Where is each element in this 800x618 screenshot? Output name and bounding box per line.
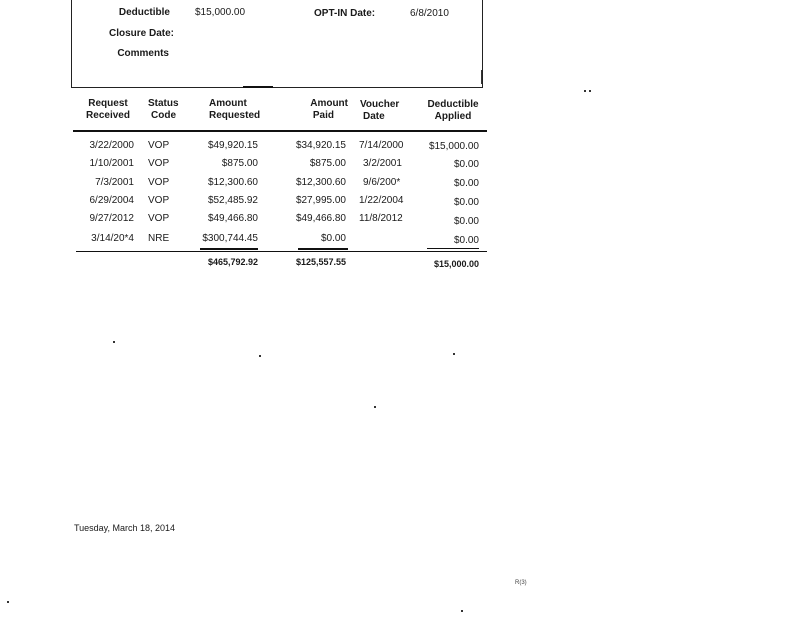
table-cell-paid: $34,920.15 <box>295 140 346 151</box>
optin-date-value: 6/8/2010 <box>410 8 449 19</box>
table-cell-received: 1/10/2001 <box>89 158 134 169</box>
scan-speck <box>259 355 261 357</box>
table-cell-status: NRE <box>148 233 170 244</box>
scan-speck <box>7 601 9 603</box>
table-cell-status: VOP <box>148 158 170 169</box>
table-cell-deductible: $0.00 <box>453 235 479 246</box>
table-cell-received: 7/3/2001 <box>95 177 134 188</box>
closure-date-label: Closure Date: <box>108 28 174 39</box>
table-cell-requested: $49,466.80 <box>207 213 258 224</box>
table-cell-deductible: $0.00 <box>453 216 479 227</box>
table-cell-received: 9/27/2012 <box>89 213 134 224</box>
table-cell-requested: $49,920.15 <box>207 140 258 151</box>
table-cell-status: VOP <box>148 195 170 206</box>
header-amount-requested: Amount Requested <box>209 98 261 121</box>
table-cell-deductible: $0.00 <box>453 178 479 189</box>
totals-rule-right <box>412 251 487 252</box>
table-cell-paid: $0.00 <box>320 233 346 244</box>
scan-speck <box>589 90 591 92</box>
scan-speck <box>481 70 482 84</box>
table-cell-received: 3/14/20*4 <box>91 233 134 244</box>
table-cell-received: 6/29/2004 <box>89 195 134 206</box>
scan-speck <box>453 353 455 355</box>
total-amount-requested: $465,792.92 <box>207 257 258 267</box>
table-cell-paid: $49,466.80 <box>295 213 346 224</box>
header-voucher-date: Voucher Date <box>360 99 400 122</box>
scan-speck <box>461 610 463 612</box>
header-rule <box>73 130 487 132</box>
scan-speck <box>374 406 376 408</box>
table-cell-requested: $875.00 <box>221 158 258 169</box>
table-cell-voucher: 1/22/2004 <box>359 195 404 206</box>
table-cell-voucher: 3/2/2001 <box>363 158 402 169</box>
table-cell-received: 3/22/2000 <box>89 140 134 151</box>
table-cell-paid: $12,300.60 <box>295 177 346 188</box>
table-cell-deductible: $15,000.00 <box>428 141 479 152</box>
table-cell-deductible: $0.00 <box>453 159 479 170</box>
total-amount-paid: $125,557.55 <box>295 257 346 267</box>
comments-label: Comments <box>117 48 169 59</box>
table-cell-paid: $27,995.00 <box>295 195 346 206</box>
scan-speck <box>113 341 115 343</box>
table-cell-status: VOP <box>148 177 170 188</box>
table-cell-requested: $12,300.60 <box>207 177 258 188</box>
optin-date-label: OPT-IN Date: <box>314 8 376 19</box>
table-cell-paid: $875.00 <box>309 158 346 169</box>
box-underline-mark <box>243 86 273 88</box>
deductible-label: Deductible <box>118 7 170 18</box>
deductible-subtotal-rule <box>427 248 479 249</box>
page-mark: R(3) <box>515 580 527 586</box>
report-date: Tuesday, March 18, 2014 <box>74 523 176 533</box>
paid-subtotal-rule <box>298 248 348 250</box>
requested-subtotal-rule <box>200 248 258 250</box>
table-cell-deductible: $0.00 <box>453 197 479 208</box>
scan-speck <box>584 90 586 92</box>
header-request-received: Request Received <box>86 98 130 121</box>
totals-rule <box>76 251 412 252</box>
header-amount-paid: Amount Paid <box>310 98 348 121</box>
table-cell-requested: $52,485.92 <box>207 195 258 206</box>
table-cell-voucher: 9/6/200* <box>363 177 401 188</box>
table-cell-voucher: 11/8/2012 <box>359 213 403 224</box>
table-cell-voucher: 7/14/2000 <box>359 140 404 151</box>
table-cell-status: VOP <box>148 213 170 224</box>
header-status-code: Status Code <box>148 98 179 121</box>
total-deductible-applied: $15,000.00 <box>433 259 479 269</box>
table-cell-requested: $300,744.45 <box>202 233 258 244</box>
deductible-value: $15,000.00 <box>195 7 246 18</box>
table-cell-status: VOP <box>148 140 170 151</box>
header-deductible-applied: Deductible Applied <box>427 99 479 122</box>
